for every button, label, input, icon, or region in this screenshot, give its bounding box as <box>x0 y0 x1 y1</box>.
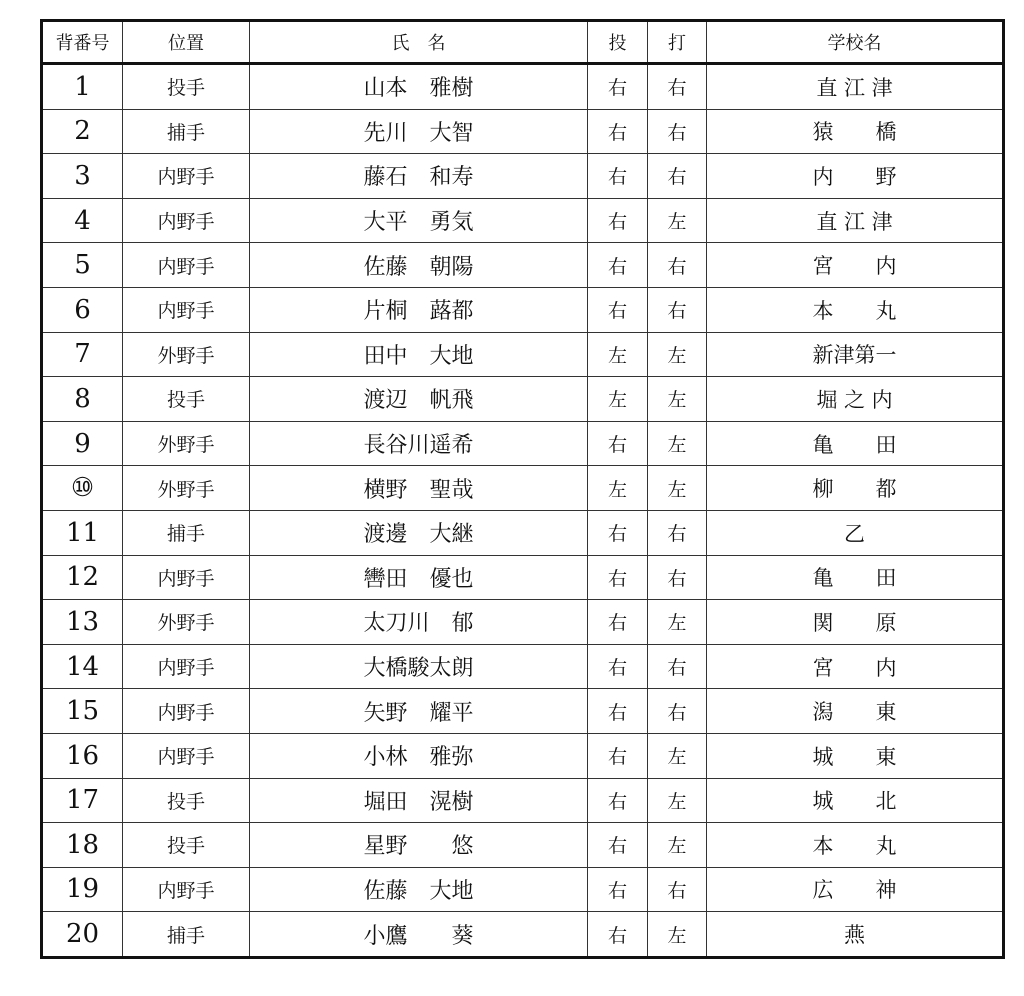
cell-position: 内野手 <box>123 644 250 689</box>
cell-name: 渡邊 大継 <box>250 510 588 555</box>
cell-school: 潟 東 <box>707 689 1004 734</box>
cell-bats: 左 <box>648 823 707 868</box>
table-row <box>42 600 1004 645</box>
cell-throws: 右 <box>588 689 648 734</box>
cell-bats: 右 <box>648 109 707 154</box>
cell-bats: 左 <box>648 198 707 243</box>
cell-position: 投手 <box>123 778 250 823</box>
cell-name: 大平 勇気 <box>250 198 588 243</box>
header-position: 位置 <box>123 21 250 64</box>
roster-table <box>40 19 1005 959</box>
cell-position: 捕手 <box>123 912 250 958</box>
cell-throws: 右 <box>588 287 648 332</box>
cell-bats: 右 <box>648 555 707 600</box>
cell-position: 内野手 <box>123 287 250 332</box>
cell-position: 内野手 <box>123 867 250 912</box>
cell-school: 新津第一 <box>707 332 1004 377</box>
cell-school: 本 丸 <box>707 287 1004 332</box>
cell-position: 投手 <box>123 377 250 422</box>
cell-number: 1 <box>42 64 123 110</box>
cell-throws: 右 <box>588 154 648 199</box>
cell-school: 直 江 津 <box>707 64 1004 110</box>
cell-bats: 左 <box>648 332 707 377</box>
cell-name: 先川 大智 <box>250 109 588 154</box>
cell-number: ⑩ <box>42 466 123 511</box>
cell-school: 城 北 <box>707 778 1004 823</box>
cell-school: 本 丸 <box>707 823 1004 868</box>
header-number: 背番号 <box>42 21 123 64</box>
cell-school: 宮 内 <box>707 243 1004 288</box>
cell-throws: 左 <box>588 377 648 422</box>
cell-position: 投手 <box>123 64 250 110</box>
cell-number: 2 <box>42 109 123 154</box>
cell-school: 堀 之 内 <box>707 377 1004 422</box>
table-row <box>42 243 1004 288</box>
cell-number: 17 <box>42 778 123 823</box>
cell-position: 内野手 <box>123 733 250 778</box>
table-row <box>42 778 1004 823</box>
cell-name: 星野 悠 <box>250 823 588 868</box>
cell-bats: 左 <box>648 600 707 645</box>
cell-name: 田中 大地 <box>250 332 588 377</box>
cell-number: 12 <box>42 555 123 600</box>
cell-position: 内野手 <box>123 689 250 734</box>
header-throws: 投 <box>588 21 648 64</box>
cell-throws: 右 <box>588 644 648 689</box>
table-row <box>42 510 1004 555</box>
cell-number: 4 <box>42 198 123 243</box>
cell-throws: 右 <box>588 64 648 110</box>
cell-throws: 右 <box>588 555 648 600</box>
cell-name: 堀田 滉樹 <box>250 778 588 823</box>
cell-name: 山本 雅樹 <box>250 64 588 110</box>
cell-school: 内 野 <box>707 154 1004 199</box>
table-row <box>42 154 1004 199</box>
cell-position: 外野手 <box>123 332 250 377</box>
cell-name: 小鷹 葵 <box>250 912 588 958</box>
header-bats: 打 <box>648 21 707 64</box>
table-row <box>42 867 1004 912</box>
cell-bats: 右 <box>648 287 707 332</box>
cell-position: 外野手 <box>123 600 250 645</box>
cell-bats: 右 <box>648 644 707 689</box>
cell-bats: 左 <box>648 466 707 511</box>
cell-throws: 左 <box>588 466 648 511</box>
table-row <box>42 421 1004 466</box>
cell-name: 轡田 優也 <box>250 555 588 600</box>
table-row <box>42 109 1004 154</box>
cell-name: 小林 雅弥 <box>250 733 588 778</box>
cell-number: 16 <box>42 733 123 778</box>
cell-position: 外野手 <box>123 466 250 511</box>
header-school: 学校名 <box>707 21 1004 64</box>
table-row <box>42 287 1004 332</box>
cell-school: 城 東 <box>707 733 1004 778</box>
cell-name: 佐藤 大地 <box>250 867 588 912</box>
cell-number: 9 <box>42 421 123 466</box>
table-row <box>42 644 1004 689</box>
cell-throws: 右 <box>588 243 648 288</box>
cell-school: 広 神 <box>707 867 1004 912</box>
table-row <box>42 689 1004 734</box>
cell-bats: 右 <box>648 689 707 734</box>
cell-throws: 右 <box>588 733 648 778</box>
cell-position: 内野手 <box>123 154 250 199</box>
cell-school: 猿 橋 <box>707 109 1004 154</box>
cell-position: 捕手 <box>123 109 250 154</box>
cell-bats: 右 <box>648 867 707 912</box>
cell-school: 燕 <box>707 912 1004 958</box>
cell-name: 横野 聖哉 <box>250 466 588 511</box>
cell-bats: 右 <box>648 64 707 110</box>
cell-number: 19 <box>42 867 123 912</box>
cell-throws: 左 <box>588 332 648 377</box>
header-name: 氏 名 <box>250 21 588 64</box>
table-row <box>42 823 1004 868</box>
cell-name: 渡辺 帆飛 <box>250 377 588 422</box>
cell-throws: 右 <box>588 867 648 912</box>
cell-number: 14 <box>42 644 123 689</box>
cell-number: 15 <box>42 689 123 734</box>
cell-name: 矢野 耀平 <box>250 689 588 734</box>
cell-school: 直 江 津 <box>707 198 1004 243</box>
roster-body <box>42 64 1004 958</box>
cell-bats: 左 <box>648 377 707 422</box>
cell-school: 関 原 <box>707 600 1004 645</box>
cell-bats: 左 <box>648 421 707 466</box>
cell-bats: 右 <box>648 243 707 288</box>
table-row <box>42 198 1004 243</box>
cell-name: 大橋駿太朗 <box>250 644 588 689</box>
cell-number: 5 <box>42 243 123 288</box>
table-row <box>42 64 1004 110</box>
cell-position: 投手 <box>123 823 250 868</box>
cell-throws: 右 <box>588 600 648 645</box>
cell-throws: 右 <box>588 421 648 466</box>
table-row <box>42 733 1004 778</box>
cell-number: 3 <box>42 154 123 199</box>
table-row <box>42 377 1004 422</box>
table-row <box>42 555 1004 600</box>
cell-number: 18 <box>42 823 123 868</box>
cell-number: 7 <box>42 332 123 377</box>
cell-bats: 右 <box>648 510 707 555</box>
cell-bats: 右 <box>648 154 707 199</box>
cell-throws: 右 <box>588 198 648 243</box>
cell-name: 片桐 蕗都 <box>250 287 588 332</box>
cell-number: 8 <box>42 377 123 422</box>
cell-bats: 左 <box>648 778 707 823</box>
cell-throws: 右 <box>588 823 648 868</box>
cell-number: 11 <box>42 510 123 555</box>
cell-school: 乙 <box>707 510 1004 555</box>
cell-position: 内野手 <box>123 555 250 600</box>
cell-school: 柳 都 <box>707 466 1004 511</box>
cell-name: 佐藤 朝陽 <box>250 243 588 288</box>
cell-number: 13 <box>42 600 123 645</box>
cell-school: 宮 内 <box>707 644 1004 689</box>
cell-bats: 左 <box>648 733 707 778</box>
table-row <box>42 912 1004 958</box>
cell-number: 6 <box>42 287 123 332</box>
cell-school: 亀 田 <box>707 421 1004 466</box>
cell-throws: 右 <box>588 778 648 823</box>
cell-name: 藤石 和寿 <box>250 154 588 199</box>
cell-bats: 左 <box>648 912 707 958</box>
cell-position: 内野手 <box>123 243 250 288</box>
cell-school: 亀 田 <box>707 555 1004 600</box>
cell-position: 外野手 <box>123 421 250 466</box>
header-row <box>42 21 1004 64</box>
cell-throws: 右 <box>588 510 648 555</box>
cell-name: 太刀川 郁 <box>250 600 588 645</box>
cell-position: 捕手 <box>123 510 250 555</box>
cell-throws: 右 <box>588 912 648 958</box>
cell-position: 内野手 <box>123 198 250 243</box>
cell-number: 20 <box>42 912 123 958</box>
cell-throws: 右 <box>588 109 648 154</box>
table-row <box>42 332 1004 377</box>
table-row <box>42 466 1004 511</box>
cell-name: 長谷川遥希 <box>250 421 588 466</box>
